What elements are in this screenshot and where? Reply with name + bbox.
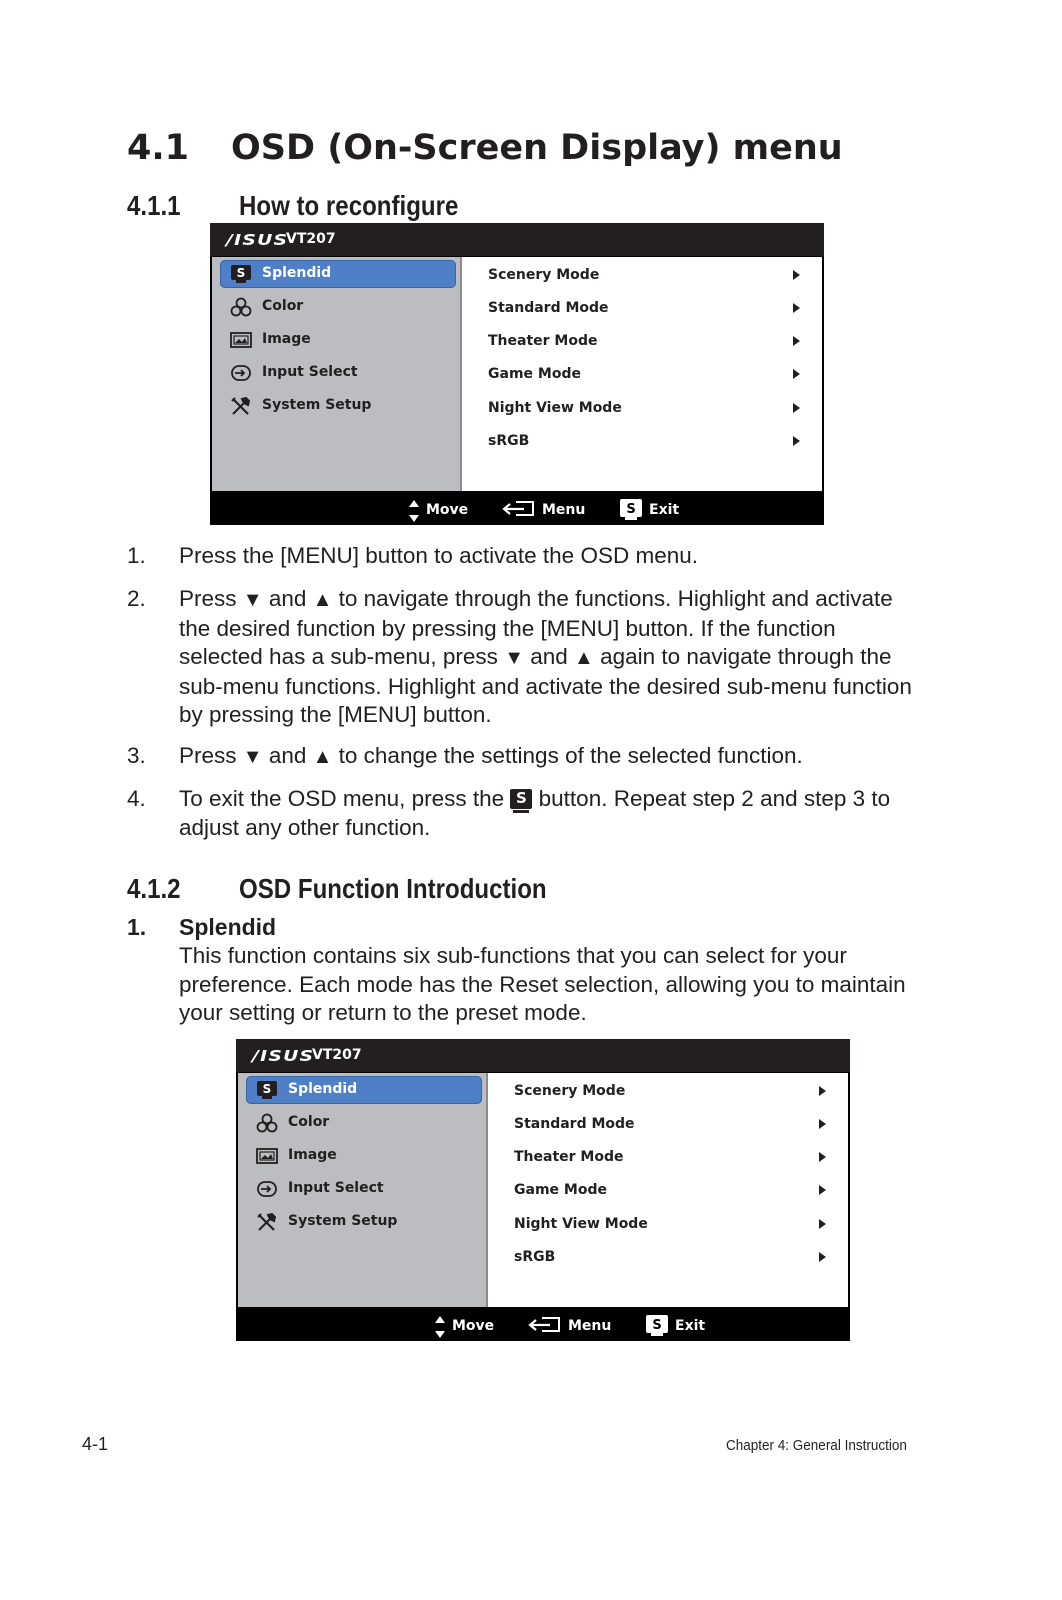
osd-submenu bbox=[488, 1073, 848, 1307]
splendid-s-icon bbox=[256, 1080, 278, 1100]
submenu-label: Theater Mode bbox=[488, 333, 598, 349]
step-text: Press the [MENU] button to activate the OSD menu. bbox=[179, 543, 698, 568]
arrow-right-icon bbox=[793, 369, 800, 379]
osd-menu-label: Image bbox=[262, 331, 311, 347]
osd-screenshot bbox=[236, 1039, 850, 1341]
submenu-label: Night View Mode bbox=[488, 400, 622, 416]
up-down-arrow-icon bbox=[434, 1315, 446, 1339]
step-2 bbox=[127, 585, 917, 730]
osd-menu-label: Splendid bbox=[288, 1081, 358, 1097]
step-1 bbox=[127, 542, 917, 572]
osd-menu-label: Input Select bbox=[288, 1180, 384, 1196]
step-3 bbox=[127, 742, 917, 772]
osd-menu-item-splendid[interactable] bbox=[246, 1076, 482, 1104]
step-number: 2. bbox=[127, 586, 146, 611]
osd-submenu bbox=[462, 257, 822, 491]
input-select-icon bbox=[256, 1179, 278, 1199]
step-text: To exit the OSD menu, press the S button. Repeat step 2 and step 3 to adjust any other function. bbox=[179, 786, 891, 840]
s-button-icon bbox=[619, 499, 643, 521]
arrow-right-icon bbox=[819, 1152, 826, 1162]
step-4 bbox=[127, 785, 917, 845]
osd-menu-item-input-select[interactable] bbox=[246, 1175, 482, 1203]
svg-text:S: S bbox=[236, 266, 246, 280]
menu-label: Menu bbox=[568, 1318, 612, 1334]
down-triangle-icon: ▼ bbox=[504, 647, 524, 669]
chapter-footer: Chapter 4: General Instruction bbox=[726, 1437, 907, 1454]
osd-footer-bar bbox=[210, 491, 824, 525]
up-triangle-icon: ▲ bbox=[574, 647, 594, 669]
exit-label: Exit bbox=[675, 1318, 706, 1334]
move-label: Move bbox=[452, 1318, 495, 1334]
step-text: Press ▼ and ▲ to navigate through the functions. Highlight and activate the desired function by pressing the [MENU] button. If the function selected has a sub-menu, press ▼ and ▲ again to navigate through the sub-menu functions. Highlight and activate the desired sub-menu function by pressing the [MENU] button. bbox=[179, 586, 912, 727]
osd-menu-item-system-setup[interactable] bbox=[246, 1208, 482, 1236]
submenu-label: Scenery Mode bbox=[488, 267, 600, 283]
section-title: How to reconfigure bbox=[239, 190, 459, 221]
submenu-label: Game Mode bbox=[488, 366, 581, 382]
step-text: Press ▼ and ▲ to change the settings of the selected function. bbox=[179, 743, 803, 768]
section-number: 4.1.2 bbox=[127, 873, 181, 904]
page-title: OSD (On-Screen Display) menu bbox=[231, 128, 843, 168]
input-select-icon bbox=[230, 363, 252, 383]
submenu-label: Night View Mode bbox=[514, 1216, 648, 1232]
osd-menu-label: Splendid bbox=[262, 265, 332, 281]
move-label: Move bbox=[426, 502, 469, 518]
svg-text:S: S bbox=[262, 1082, 272, 1096]
down-triangle-icon: ▼ bbox=[242, 589, 263, 611]
osd-menu-label: Color bbox=[262, 298, 304, 314]
up-down-arrow-icon bbox=[408, 499, 420, 523]
osd-submenu-night-view-mode[interactable] bbox=[514, 1216, 834, 1240]
osd-submenu-srgb[interactable] bbox=[488, 433, 808, 457]
asus-logo: /ISUS bbox=[226, 231, 289, 249]
enter-icon bbox=[528, 1315, 562, 1337]
osd-menu-label: Image bbox=[288, 1147, 337, 1163]
svg-text:S: S bbox=[652, 1318, 662, 1333]
osd-menu-label: Color bbox=[288, 1114, 330, 1130]
osd-submenu-srgb[interactable] bbox=[514, 1249, 834, 1273]
menu-label: Menu bbox=[542, 502, 586, 518]
arrow-right-icon bbox=[793, 436, 800, 446]
section-number: 4.1.1 bbox=[127, 190, 181, 221]
item-description: This function contains six sub-functions that you can select for your preference. Each mode has the Reset selection, allowing you to maintain your setting or return to the preset mode. bbox=[179, 943, 906, 1025]
osd-model-name: VT207 bbox=[286, 231, 336, 247]
osd-submenu-theater-mode[interactable] bbox=[488, 333, 808, 357]
osd-submenu-game-mode[interactable] bbox=[488, 366, 808, 390]
submenu-label: Game Mode bbox=[514, 1182, 607, 1198]
svg-text:S: S bbox=[626, 502, 636, 517]
image-icon bbox=[230, 330, 252, 350]
arrow-right-icon bbox=[819, 1252, 826, 1262]
arrow-right-icon bbox=[793, 336, 800, 346]
color-icon bbox=[230, 297, 252, 317]
osd-footer-bar bbox=[236, 1307, 850, 1341]
arrow-right-icon bbox=[819, 1219, 826, 1229]
submenu-label: sRGB bbox=[514, 1249, 556, 1265]
arrow-right-icon bbox=[819, 1086, 826, 1096]
chapter-section-number: 4.1 bbox=[127, 128, 190, 168]
osd-submenu-standard-mode[interactable] bbox=[488, 300, 808, 324]
osd-menu-item-splendid[interactable] bbox=[220, 260, 456, 288]
osd-menu-item-input-select[interactable] bbox=[220, 359, 456, 387]
arrow-right-icon bbox=[793, 303, 800, 313]
arrow-right-icon bbox=[793, 403, 800, 413]
image-icon bbox=[256, 1146, 278, 1166]
step-number: 3. bbox=[127, 743, 146, 768]
osd-submenu-scenery-mode[interactable] bbox=[514, 1083, 834, 1107]
up-triangle-icon: ▲ bbox=[312, 746, 333, 768]
osd-submenu-night-view-mode[interactable] bbox=[488, 400, 808, 424]
step-number: 1. bbox=[127, 543, 146, 568]
osd-menu-item-image[interactable] bbox=[246, 1142, 482, 1170]
section-title: OSD Function Introduction bbox=[239, 873, 547, 904]
s-button-icon: S bbox=[510, 789, 532, 809]
osd-header bbox=[236, 1039, 850, 1072]
osd-menu-item-image[interactable] bbox=[220, 326, 456, 354]
osd-menu-label: System Setup bbox=[288, 1213, 398, 1229]
osd-submenu-scenery-mode[interactable] bbox=[488, 267, 808, 291]
item-title: Splendid bbox=[179, 914, 277, 940]
step-number: 4. bbox=[127, 786, 146, 811]
osd-menu-item-color[interactable] bbox=[220, 293, 456, 321]
down-triangle-icon: ▼ bbox=[242, 746, 263, 768]
arrow-right-icon bbox=[793, 270, 800, 280]
submenu-label: Scenery Mode bbox=[514, 1083, 626, 1099]
item-number: 1. bbox=[127, 914, 147, 940]
arrow-right-icon bbox=[819, 1119, 826, 1129]
osd-main-menu bbox=[238, 1073, 488, 1307]
osd-menu-item-color[interactable] bbox=[246, 1109, 482, 1137]
osd-menu-item-system-setup[interactable] bbox=[220, 392, 456, 420]
page-number: 4-1 bbox=[82, 1434, 109, 1454]
arrow-right-icon bbox=[819, 1185, 826, 1195]
osd-menu-label: Input Select bbox=[262, 364, 358, 380]
s-button-icon bbox=[645, 1315, 669, 1337]
system-setup-icon bbox=[230, 396, 252, 416]
submenu-label: Standard Mode bbox=[488, 300, 609, 316]
submenu-label: sRGB bbox=[488, 433, 530, 449]
exit-label: Exit bbox=[649, 502, 680, 518]
osd-screenshot bbox=[210, 223, 824, 525]
splendid-s-icon bbox=[230, 264, 252, 284]
submenu-label: Theater Mode bbox=[514, 1149, 624, 1165]
asus-logo: /ISUS bbox=[252, 1047, 315, 1065]
osd-menu-label: System Setup bbox=[262, 397, 372, 413]
osd-submenu-game-mode[interactable] bbox=[514, 1182, 834, 1206]
osd-header bbox=[210, 223, 824, 256]
system-setup-icon bbox=[256, 1212, 278, 1232]
osd-submenu-theater-mode[interactable] bbox=[514, 1149, 834, 1173]
osd-model-name: VT207 bbox=[312, 1047, 362, 1063]
up-triangle-icon: ▲ bbox=[312, 589, 333, 611]
osd-main-menu bbox=[212, 257, 462, 491]
osd-submenu-standard-mode[interactable] bbox=[514, 1116, 834, 1140]
color-icon bbox=[256, 1113, 278, 1133]
submenu-label: Standard Mode bbox=[514, 1116, 635, 1132]
enter-icon bbox=[502, 499, 536, 521]
